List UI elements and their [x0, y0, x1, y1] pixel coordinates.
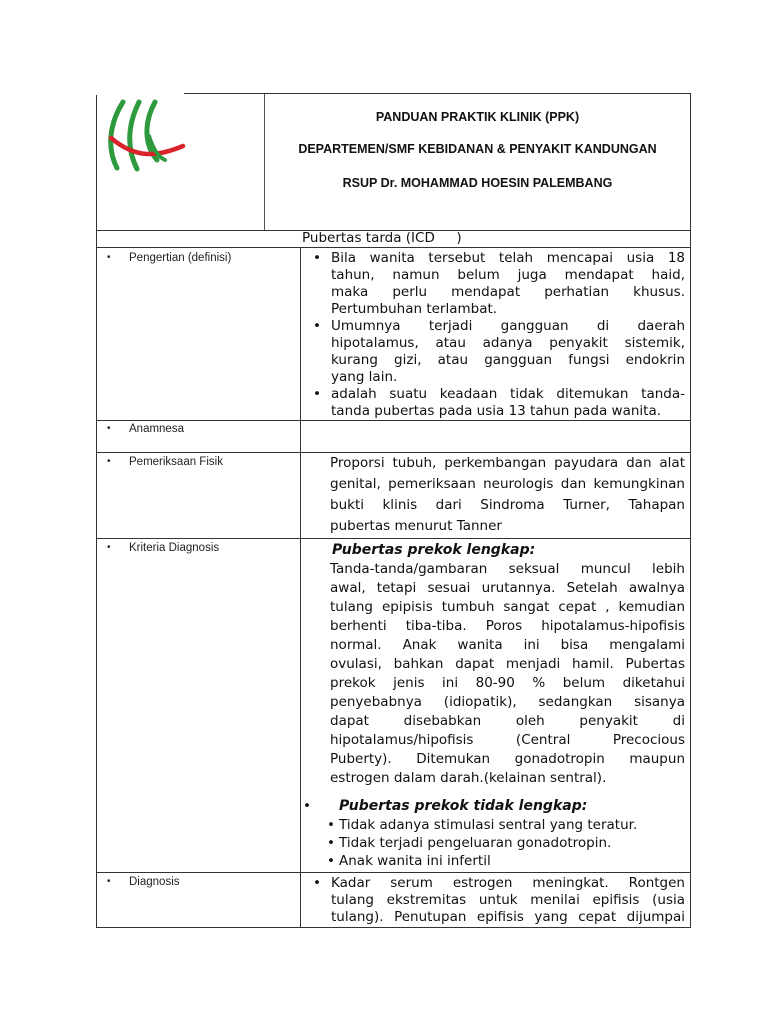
label-text: Pemeriksaan Fisik	[129, 456, 223, 468]
bullet-icon: •	[327, 853, 335, 869]
text-line: hipotalamus, atau adanya penyakit sistemik,	[331, 335, 685, 351]
text-line: tanda pubertas pada usia 13 tahun pada wanita.	[331, 403, 662, 419]
kriteria-content	[330, 541, 685, 788]
list-item	[301, 852, 685, 870]
text-line: berhenti tiba-tiba. Poros hipotalamus-hipofisis	[330, 618, 685, 634]
text-line: tahun, namun belum juga mendapat haid,	[331, 267, 685, 283]
text-line: pubertas menurut Tanner	[330, 518, 502, 534]
bullet-icon: •	[303, 798, 311, 814]
text-line: ovulasi, bahkan dapat menjadi hamil. Pubertas	[330, 656, 685, 672]
text-line: adalah suatu keadaan tidak ditemukan tanda-	[331, 386, 685, 402]
list-item	[301, 816, 685, 834]
bullet-icon: •	[107, 456, 111, 467]
header-top-gap	[96, 93, 184, 95]
section-title: Pubertas tarda (ICD )	[302, 230, 462, 246]
logo-cell	[97, 94, 265, 230]
text-line: tulang). Penutupan epifisis yang cepat dijumpai	[331, 909, 685, 925]
header-line-3: RSUP Dr. MOHAMMAD HOESIN PALEMBANG	[342, 176, 613, 190]
text-line: Kadar serum estrogen meningkat. Rontgen	[331, 875, 685, 891]
list-item-text: Anak wanita ini infertil	[339, 853, 491, 869]
label-text: Diagnosis	[129, 876, 180, 888]
list-item	[307, 875, 685, 926]
list-item-text: Tidak terjadi pengeluaran gonadotropin.	[339, 835, 612, 851]
kriteria-tidak-lengkap	[301, 797, 685, 870]
text-line: yang lain.	[331, 369, 398, 385]
bullet-icon: •	[107, 423, 111, 434]
header-title-cell	[265, 94, 690, 230]
column-divider	[300, 873, 301, 927]
row-diagnosis	[96, 873, 691, 928]
text-line: penyebabnya (idiopatik), sedangkan sisanya	[330, 694, 685, 710]
bullet-icon: •	[313, 318, 321, 334]
column-divider	[300, 421, 301, 452]
list-item	[307, 250, 685, 318]
text-line: estrogen dalam darah.(kelainan sentral).	[330, 770, 607, 786]
bullet-icon: •	[327, 835, 335, 851]
row-anamnesa	[96, 421, 691, 453]
row-pengertian	[96, 248, 691, 421]
hospital-logo-icon	[97, 94, 263, 230]
row-kriteria-diagnosis	[96, 539, 691, 873]
header-line-2: DEPARTEMEN/SMF KEBIDANAN & PENYAKIT KANDUNGAN	[298, 142, 657, 156]
text-line: maka perlu mendapat perhatian khusus.	[331, 284, 685, 300]
header-line-1: PANDUAN PRAKTIK KLINIK (PPK)	[375, 110, 580, 124]
diagnosis-content	[307, 875, 685, 926]
row-pemeriksaan-fisik	[96, 453, 691, 539]
text-line: kurang gizi, atau gangguan fungsi endokrin	[331, 352, 685, 368]
label-text: Kriteria Diagnosis	[129, 542, 220, 554]
text-line: Bila wanita tersebut telah mencapai usia 18	[331, 250, 685, 266]
bullet-icon: •	[107, 542, 111, 553]
text-line: genital, pemeriksaan neurologis dan kemungkinan	[330, 476, 685, 492]
text-line: Pertumbuhan terlambat.	[331, 301, 498, 317]
text-line: awal, tetapi sesuai urutannya. Setelah awalnya	[330, 580, 685, 596]
text-line: tulang ekstremitas untuk menilai epifisis (usia	[331, 892, 685, 908]
text-line: Tanda-tanda/gambaran seksual muncul lebih	[330, 561, 685, 577]
text-line: normal. Anak wanita ini bisa mengalami	[330, 637, 685, 653]
label-text: Pengertian (definisi)	[129, 252, 232, 264]
text-line: prekok jenis ini 80-90 % belum diketahui	[330, 675, 685, 691]
bullet-icon: •	[107, 252, 111, 263]
column-divider	[300, 453, 301, 538]
bullet-icon: •	[313, 250, 321, 266]
list-item	[307, 386, 685, 420]
header-table	[96, 93, 691, 231]
bullet-icon: •	[313, 875, 321, 891]
list-item-text: Tidak adanya stimulasi sentral yang teratur.	[339, 817, 638, 833]
label-text: Anamnesa	[129, 423, 184, 435]
bullet-icon: •	[327, 817, 335, 833]
column-divider	[300, 248, 301, 420]
bullet-icon: •	[107, 876, 111, 887]
subheading-lengkap: Pubertas prekok lengkap:	[332, 542, 536, 558]
pengertian-content	[307, 250, 685, 420]
section-title-row	[96, 231, 691, 248]
text-line: Puberty). Ditemukan gonadotropin maupun	[330, 751, 685, 767]
text-line: hipotalamus/hipofisis (Central Precocious	[330, 732, 685, 748]
text-line: tulang epipisis tumbuh sangat cepat , kemudian	[330, 599, 685, 615]
text-line: Umumnya terjadi gangguan di daerah	[331, 318, 685, 334]
subheading-tidak-lengkap-row	[301, 797, 685, 815]
pemeriksaan-content	[330, 453, 685, 537]
bullet-icon: •	[313, 386, 321, 402]
text-line: dapat disebabkan oleh penyakit di	[330, 713, 685, 729]
list-item	[301, 834, 685, 852]
text-line: bukti klinis dari Sindroma Turner, Tahapan	[330, 497, 685, 513]
text-line: Proporsi tubuh, perkembangan payudara dan alat	[330, 455, 685, 471]
list-item	[307, 318, 685, 386]
subheading-tidak-lengkap: Pubertas prekok tidak lengkap:	[339, 798, 588, 814]
